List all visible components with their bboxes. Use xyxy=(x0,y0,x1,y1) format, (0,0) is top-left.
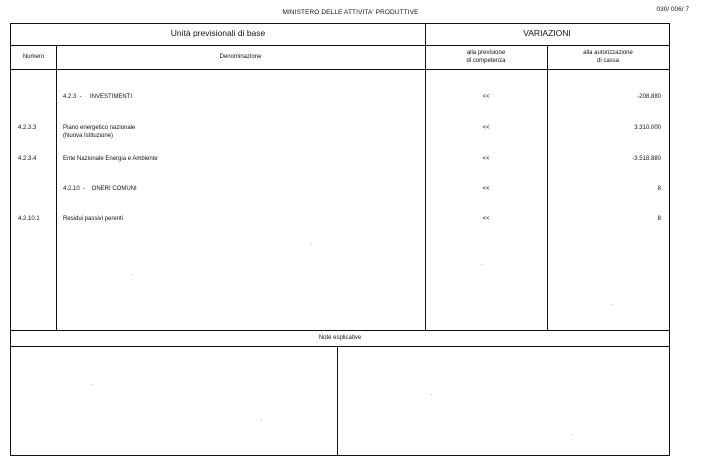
col-header-numero: Numero xyxy=(22,54,45,60)
col-header-competenza: alla previsione di competenza xyxy=(466,50,506,64)
row-cassa: 8 xyxy=(657,186,661,192)
row-numero: 4.2.3.4 xyxy=(18,156,37,162)
col-header-denominazione: Denominazione xyxy=(219,54,262,60)
col-header-cassa: alla autorizzazione di cassa xyxy=(583,50,633,64)
upb-title: Unità previsionali di base xyxy=(170,28,266,38)
variazioni-title: VARIAZIONI xyxy=(523,28,571,38)
document-code: 030/ 006/ 7 xyxy=(656,6,689,13)
row-cassa: 3.310.000 xyxy=(634,125,661,131)
row-denominazione: 4.2.3 - INVESTIMENTI xyxy=(63,94,133,100)
row-cassa: -208.880 xyxy=(637,94,661,100)
row-denominazione: Ente Nazionale Energia e Ambiente xyxy=(63,156,158,162)
row-denominazione: 4.2.10 - ONERI COMUNI xyxy=(63,186,137,192)
row-competenza: << xyxy=(482,186,490,192)
row-denominazione: Piano energetico nazionale (Nuova Istituzione) xyxy=(63,125,136,139)
notes-right-panel xyxy=(338,347,669,455)
row-competenza: << xyxy=(482,216,490,222)
row-denominazione: Residui passivi perenti xyxy=(63,216,124,222)
row-numero: 4.2.10.1 xyxy=(18,216,40,222)
numero-column-divider xyxy=(56,45,57,330)
notes-top-divider xyxy=(11,330,669,331)
header-divider xyxy=(11,45,669,46)
document-frame xyxy=(10,23,670,456)
row-competenza: << xyxy=(482,125,490,131)
notes-title: Note esplicative xyxy=(318,335,362,341)
ministry-header: MINISTERO DELLE ATTIVITA' PRODUTTIVE xyxy=(282,9,419,16)
row-cassa: -3.518.880 xyxy=(632,156,661,162)
variazioni-divider xyxy=(425,24,426,330)
column-header-divider xyxy=(11,69,669,70)
notes-left-panel xyxy=(11,347,337,455)
row-cassa: 8 xyxy=(657,216,661,222)
row-numero: 4.2.3.3 xyxy=(18,125,37,131)
row-competenza: << xyxy=(482,156,490,162)
row-competenza: << xyxy=(482,94,490,100)
